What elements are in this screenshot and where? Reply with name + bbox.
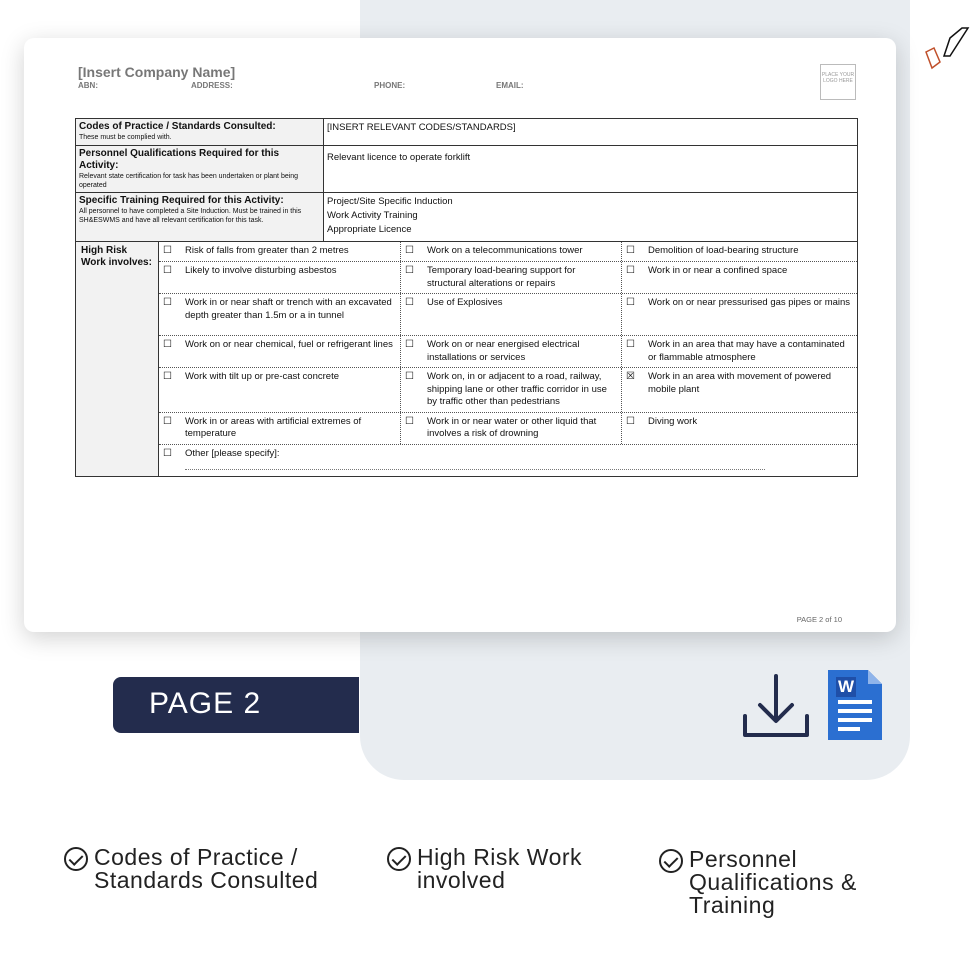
checkbox[interactable]: ☐ bbox=[163, 339, 172, 350]
training-row bbox=[76, 193, 857, 242]
checkbox[interactable]: ☐ bbox=[163, 265, 172, 276]
codes-value: [INSERT RELEVANT CODES/STANDARDS] bbox=[327, 122, 516, 133]
checkbox[interactable]: ☐ bbox=[163, 297, 172, 308]
brand-logo-icon bbox=[922, 26, 972, 72]
qualifications-note: Relevant state certification for task has been undertaken or plant being operated bbox=[79, 173, 299, 189]
swms-table bbox=[75, 118, 858, 477]
check-circle-icon bbox=[659, 849, 683, 873]
training-label: Specific Training Required for this Activity: bbox=[79, 195, 284, 206]
high-risk-item-label: Work on or near pressurised gas pipes or mains bbox=[648, 297, 851, 308]
training-value: Project/Site Specific Induction bbox=[327, 196, 453, 207]
high-risk-item-label: Work in an area that may have a contaminated or flammable atmosphere bbox=[648, 339, 845, 363]
checkbox[interactable]: ☐ bbox=[163, 447, 172, 459]
checkbox[interactable]: ☐ bbox=[626, 245, 635, 256]
high-risk-label: High Risk Work involves: bbox=[76, 242, 159, 476]
high-risk-item-label: Use of Explosives bbox=[427, 297, 503, 308]
high-risk-item-label: Work on a telecommunications tower bbox=[427, 245, 583, 256]
checkbox[interactable]: ☐ bbox=[163, 415, 172, 427]
high-risk-item bbox=[401, 242, 622, 261]
high-risk-item bbox=[622, 336, 857, 367]
address-label: ADDRESS: bbox=[191, 81, 233, 90]
email-label: EMAIL: bbox=[496, 81, 524, 90]
checkbox[interactable]: ☒ bbox=[626, 371, 635, 382]
high-risk-item-label: Temporary load-bearing support for structural alterations or repairs bbox=[427, 265, 576, 289]
checkbox[interactable]: ☐ bbox=[163, 245, 172, 256]
high-risk-item bbox=[159, 413, 401, 444]
training-value: Work Activity Training bbox=[327, 210, 418, 221]
high-risk-item bbox=[401, 262, 622, 293]
codes-row bbox=[76, 119, 857, 146]
high-risk-row-2 bbox=[159, 294, 857, 336]
checkbox[interactable]: ☐ bbox=[626, 297, 635, 308]
high-risk-item-label: Work on or near chemical, fuel or refrigerant lines bbox=[185, 339, 393, 350]
checkbox[interactable]: ☐ bbox=[626, 339, 635, 350]
checkbox[interactable]: ☐ bbox=[405, 297, 414, 308]
checkbox[interactable]: ☐ bbox=[405, 339, 414, 350]
high-risk-item-label: Work in or near a confined space bbox=[648, 265, 788, 276]
high-risk-item bbox=[401, 368, 622, 412]
word-document-icon[interactable] bbox=[828, 670, 882, 740]
high-risk-item bbox=[622, 262, 857, 293]
high-risk-item-label: Work with tilt up or pre-cast concrete bbox=[185, 371, 339, 382]
high-risk-item bbox=[622, 413, 857, 444]
high-risk-item bbox=[622, 294, 857, 335]
high-risk-item-label: Work in or areas with artificial extremes of temperature bbox=[185, 415, 362, 439]
high-risk-item-label: Work in or near water or other liquid that involves a risk of drowning bbox=[427, 415, 597, 439]
feature-label: High Risk Work involved bbox=[417, 844, 583, 893]
high-risk-item-label: Work in or near shaft or trench with an excavated depth greater than 1.5m or a in tunnel bbox=[185, 297, 392, 321]
high-risk-row-3 bbox=[159, 336, 857, 368]
high-risk-item-label: Work on, in or adjacent to a road, railway, shipping lane or other traffic corridor in use by traffic other than pedestrians bbox=[427, 371, 607, 407]
page-label: PAGE 2 bbox=[113, 677, 359, 733]
high-risk-item bbox=[622, 368, 857, 412]
high-risk-item bbox=[159, 262, 401, 293]
feature-codes bbox=[64, 846, 344, 892]
checkbox[interactable]: ☐ bbox=[626, 265, 635, 276]
download-icon[interactable] bbox=[742, 672, 810, 740]
high-risk-item bbox=[159, 336, 401, 367]
checkbox[interactable]: ☐ bbox=[405, 245, 414, 256]
feature-label: Codes of Practice / Standards Consulted bbox=[94, 844, 319, 893]
high-risk-row-0 bbox=[159, 242, 857, 262]
high-risk-item bbox=[401, 336, 622, 367]
feature-high-risk bbox=[387, 846, 617, 892]
checkbox[interactable]: ☐ bbox=[405, 415, 414, 427]
document-preview bbox=[24, 38, 896, 632]
high-risk-item bbox=[159, 294, 401, 335]
phone-label: PHONE: bbox=[374, 81, 406, 90]
training-note: All personnel to have completed a Site Induction. Must be trained in this SH&ESWMS and have all relevant certification for this task. bbox=[79, 208, 302, 224]
feature-label: Personnel Qualifications & Training bbox=[689, 846, 857, 918]
high-risk-row-4 bbox=[159, 368, 857, 413]
high-risk-item-label: Demolition of load-bearing structure bbox=[648, 245, 799, 256]
checkbox[interactable]: ☐ bbox=[626, 415, 635, 427]
other-input-line[interactable] bbox=[185, 460, 765, 470]
high-risk-row-5 bbox=[159, 413, 857, 445]
high-risk-item bbox=[401, 294, 622, 335]
high-risk-item bbox=[159, 368, 401, 412]
high-risk-grid bbox=[159, 242, 857, 476]
high-risk-item-label: Work in an area with movement of powered mobile plant bbox=[648, 371, 832, 395]
qualifications-row bbox=[76, 146, 857, 193]
word-letter: W bbox=[838, 677, 855, 696]
high-risk-item bbox=[622, 242, 857, 261]
training-value: Appropriate Licence bbox=[327, 224, 412, 235]
checkbox[interactable]: ☐ bbox=[405, 371, 414, 382]
check-circle-icon bbox=[64, 847, 88, 871]
checkbox[interactable]: ☐ bbox=[405, 265, 414, 276]
high-risk-item-label: Likely to involve disturbing asbestos bbox=[185, 265, 337, 276]
high-risk-item-label: Diving work bbox=[648, 415, 698, 427]
qualifications-value: Relevant licence to operate forklift bbox=[327, 152, 471, 163]
high-risk-row bbox=[76, 242, 857, 476]
high-risk-row-1 bbox=[159, 262, 857, 294]
high-risk-item-label: Risk of falls from greater than 2 metres bbox=[185, 245, 349, 256]
codes-note: These must be complied with. bbox=[79, 134, 172, 141]
qualifications-label: Personnel Qualifications Required for this Activity: bbox=[79, 148, 280, 171]
codes-label: Codes of Practice / Standards Consulted: bbox=[79, 121, 276, 132]
company-name: [Insert Company Name] bbox=[78, 64, 236, 80]
high-risk-item bbox=[159, 242, 401, 261]
high-risk-item-label: Work on or near energised electrical installations or services bbox=[427, 339, 580, 363]
page-number: PAGE 2 of 10 bbox=[796, 615, 842, 624]
other-row bbox=[159, 445, 857, 476]
abn-label: ABN: bbox=[78, 81, 98, 90]
logo-placeholder: PLACE YOUR LOGO HERE bbox=[820, 64, 856, 100]
other-label: Other [please specify]: bbox=[185, 447, 280, 459]
feature-qualifications bbox=[659, 848, 909, 917]
checkbox[interactable]: ☐ bbox=[163, 371, 172, 382]
high-risk-item bbox=[401, 413, 622, 444]
check-circle-icon bbox=[387, 847, 411, 871]
